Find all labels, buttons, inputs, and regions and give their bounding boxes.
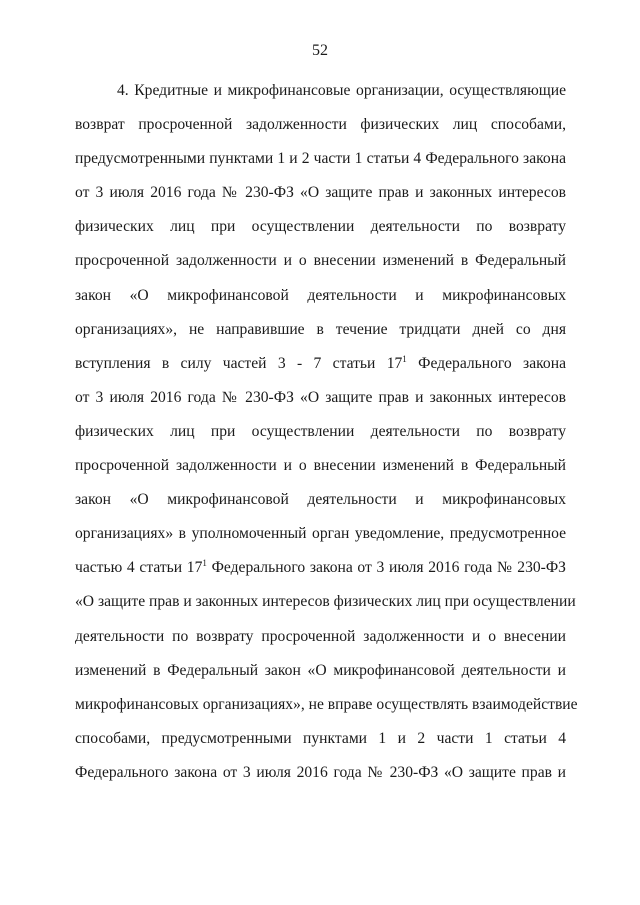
text-line: просроченной задолженности и о внесении изменений в Федеральный [75,457,566,475]
text-line [75,352,566,386]
text-line: закон «О микрофинансовой деятельности и микрофинансовых [75,286,566,304]
text-line: организациях» в уполномоченный орган уведомление, предусмотренное [75,525,566,543]
page-number: 52 [312,42,328,59]
text-line: от 3 июля 2016 года № 230-ФЗ «О защите прав и законных интересов [75,388,566,406]
body-paragraph [75,79,578,795]
superscript: 1 [402,353,407,364]
text-line: физических лиц при осуществлении деятельности по возврату [75,218,566,236]
text-line: предусмотренными пунктами 1 и 2 части 1 статьи 4 Федерального закона [75,150,566,168]
text-line: физических лиц при осуществлении деятельности по возврату [75,422,566,440]
superscript: 1 [202,558,207,569]
text-run: Федерального закона от 3 июля 2016 года № 230-ФЗ [206,559,566,577]
text-run: вступления в силу частей 3 - 7 статьи 17 [75,354,403,372]
text-line: просроченной задолженности и о внесении изменений в Федеральный [75,252,566,270]
text-line: способами, предусмотренными пунктами 1 и 2 части 1 статьи 4 [75,729,566,747]
text-line: организациях», не направившие в течение тридцати дней со дня [75,320,566,338]
text-run: частью 4 статьи 17 [75,559,203,577]
text-line [75,556,566,590]
text-line: возврат просроченной задолженности физических лиц способами, [75,116,566,134]
text-line: микрофинансовых организациях», не вправе осуществлять взаимодействие [75,695,578,713]
text-line: «О защите прав и законных интересов физических лиц при осуществлении [75,593,576,611]
text-line: деятельности по возврату просроченной задолженности и о внесении [75,627,566,645]
text-line: закон «О микрофинансовой деятельности и микрофинансовых [75,491,566,509]
text-line: от 3 июля 2016 года № 230-ФЗ «О защите прав и законных интересов [75,184,566,202]
text-run: Федерального закона [406,354,566,372]
text-line: изменений в Федеральный закон «О микрофинансовой деятельности и [75,661,566,679]
text-line: Федерального закона от 3 июля 2016 года № 230-ФЗ «О защите прав и [75,763,566,781]
text-line: 4. Кредитные и микрофинансовые организации, осуществляющие [117,82,566,99]
